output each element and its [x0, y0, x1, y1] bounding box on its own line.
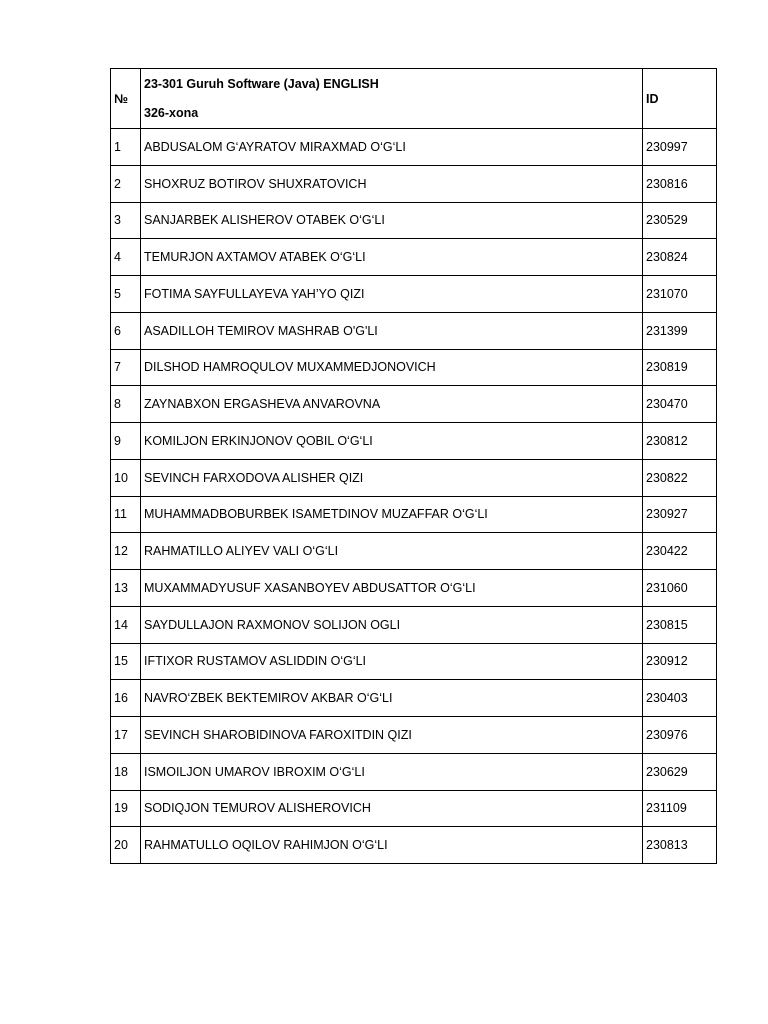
student-id: 230997: [643, 129, 717, 166]
student-name: RAHMATULLO OQILOV RAHIMJON O‘G‘LI: [141, 827, 643, 864]
number-column-header: №: [111, 69, 141, 129]
student-id: 230529: [643, 202, 717, 239]
student-roster-table: [110, 68, 717, 864]
student-id: 230629: [643, 753, 717, 790]
table-row: [111, 570, 717, 607]
row-number: 2: [111, 165, 141, 202]
table-row: [111, 643, 717, 680]
table-row: [111, 129, 717, 166]
student-id: 230927: [643, 496, 717, 533]
student-name: KOMILJON ERKINJONOV QOBIL O‘G‘LI: [141, 423, 643, 460]
student-id: 231109: [643, 790, 717, 827]
row-number: 13: [111, 570, 141, 607]
student-name: SHOXRUZ BOTIROV SHUXRATOVICH: [141, 165, 643, 202]
group-title-cell: [141, 69, 643, 129]
table-header-row: [111, 69, 717, 129]
row-number: 18: [111, 753, 141, 790]
row-number: 9: [111, 423, 141, 460]
student-id: 230912: [643, 643, 717, 680]
row-number: 3: [111, 202, 141, 239]
room-label: 326-xona: [144, 105, 199, 120]
row-number: 11: [111, 496, 141, 533]
table-row: [111, 680, 717, 717]
student-id: 230422: [643, 533, 717, 570]
student-name: FOTIMA SAYFULLAYEVA YAH’YO QIZI: [141, 276, 643, 313]
row-number: 10: [111, 459, 141, 496]
table-row: [111, 276, 717, 313]
table-row: [111, 202, 717, 239]
student-id: 230976: [643, 717, 717, 754]
student-id: 231060: [643, 570, 717, 607]
student-name: ZAYNABXON ERGASHEVA ANVAROVNA: [141, 386, 643, 423]
student-name: SANJARBEK ALISHEROV OTABEK O‘G‘LI: [141, 202, 643, 239]
student-name: ABDUSALOM G‘AYRATOV MIRAXMAD O‘G‘LI: [141, 129, 643, 166]
student-name: ISMOILJON UMAROV IBROXIM O‘G‘LI: [141, 753, 643, 790]
row-number: 16: [111, 680, 141, 717]
table-row: [111, 753, 717, 790]
student-name: IFTIXOR RUSTAMOV ASLIDDIN O‘G‘LI: [141, 643, 643, 680]
student-name: MUXAMMADYUSUF XASANBOYEV ABDUSATTOR O‘G‘LI: [141, 570, 643, 607]
table-row: [111, 312, 717, 349]
row-number: 14: [111, 606, 141, 643]
student-name: SODIQJON TEMUROV ALISHEROVICH: [141, 790, 643, 827]
student-name: SAYDULLAJON RAXMONOV SOLIJON OGLI: [141, 606, 643, 643]
student-name: MUHAMMADBOBURBEK ISAMETDINOV MUZAFFAR O‘G‘LI: [141, 496, 643, 533]
student-id: 231070: [643, 276, 717, 313]
id-column-header: ID: [643, 69, 717, 129]
table-row: [111, 349, 717, 386]
row-number: 17: [111, 717, 141, 754]
student-id: 231399: [643, 312, 717, 349]
table-row: [111, 496, 717, 533]
student-id: 230470: [643, 386, 717, 423]
row-number: 6: [111, 312, 141, 349]
table-row: [111, 717, 717, 754]
student-id: 230816: [643, 165, 717, 202]
student-name: SEVINCH FARXODOVA ALISHER QIZI: [141, 459, 643, 496]
roster-body: [111, 129, 717, 864]
student-name: TEMURJON AXTAMOV ATABEK O‘G‘LI: [141, 239, 643, 276]
student-id: 230812: [643, 423, 717, 460]
row-number: 19: [111, 790, 141, 827]
student-id: 230815: [643, 606, 717, 643]
table-row: [111, 827, 717, 864]
table-row: [111, 239, 717, 276]
document-sheet: [110, 68, 716, 864]
row-number: 7: [111, 349, 141, 386]
student-name: SEVINCH SHAROBIDINOVA FAROXITDIN QIZI: [141, 717, 643, 754]
row-number: 15: [111, 643, 141, 680]
table-row: [111, 165, 717, 202]
row-number: 1: [111, 129, 141, 166]
row-number: 8: [111, 386, 141, 423]
table-row: [111, 459, 717, 496]
student-name: ASADILLOH TEMIROV MASHRAB O'G'LI: [141, 312, 643, 349]
row-number: 20: [111, 827, 141, 864]
student-id: 230403: [643, 680, 717, 717]
student-id: 230813: [643, 827, 717, 864]
table-row: [111, 790, 717, 827]
student-name: DILSHOD HAMROQULOV MUXAMMEDJONOVICH: [141, 349, 643, 386]
table-row: [111, 606, 717, 643]
row-number: 12: [111, 533, 141, 570]
group-title: 23-301 Guruh Software (Java) ENGLISH: [144, 76, 379, 91]
table-row: [111, 423, 717, 460]
student-id: 230822: [643, 459, 717, 496]
student-name: NAVRO‘ZBEK BEKTEMIROV AKBAR O‘G‘LI: [141, 680, 643, 717]
row-number: 5: [111, 276, 141, 313]
row-number: 4: [111, 239, 141, 276]
student-id: 230824: [643, 239, 717, 276]
student-name: RAHMATILLO ALIYEV VALI O‘G‘LI: [141, 533, 643, 570]
table-row: [111, 386, 717, 423]
student-id: 230819: [643, 349, 717, 386]
table-row: [111, 533, 717, 570]
